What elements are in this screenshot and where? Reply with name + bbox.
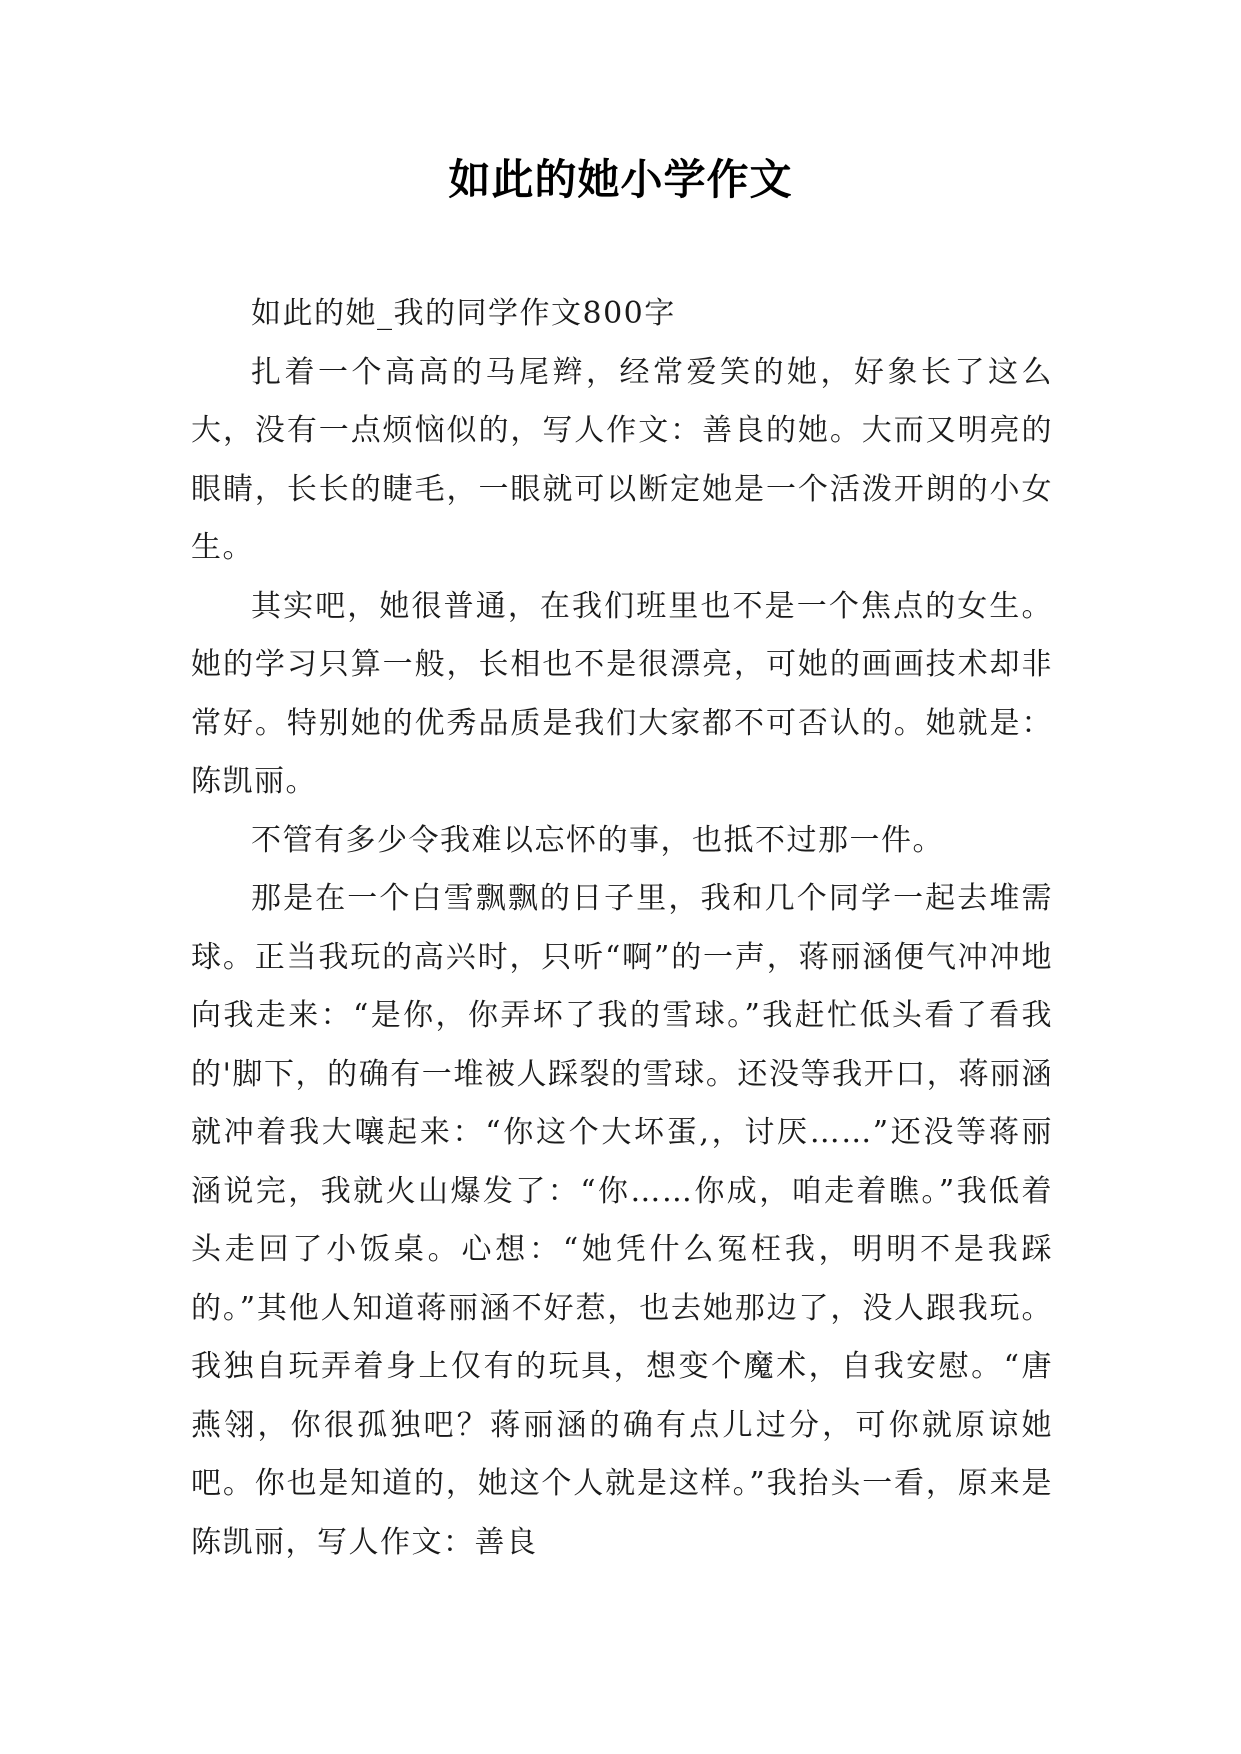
paragraph-2: 其实吧，她很普通，在我们班里也不是一个焦点的女生。她的学习只算一般，长相也不是很漂亮，可她的画画技术却非常好。特别她的优秀品质是我们大家都不可否认的。她就是：陈凯丽。 [191, 588, 1053, 799]
document-title: 如此的她小学作文 [448, 155, 793, 204]
paragraph-4: 那是在一个白雪飘飘的日子里，我和几个同学一起去堆需球。正当我玩的高兴时，只听“啊”的一声，蒋丽涵便气冲冲地向我走来：“是你，你弄坏了我的雪球。”我赶忙低头看了看我的'脚下，的确有一堆被人踩裂的雪球。还没等我开口，蒋丽涵就冲着我大嚷起来：“你这个大坏蛋,，讨厌……”还没等蒋丽涵说完，我就火山爆发了：“你……你成，咱走着瞧。”我低着头走回了小饭桌。心想：“她凭什么冤枉我，明明不是我踩的。”其他人知道蒋丽涵不好惹，也去她那边了，没人跟我玩。我独自玩弄着身上仅有的玩具，想变个魔术，自我安慰。“唐燕翎，你很孤独吧？蒋丽涵的确有点儿过分，可你就原谅她吧。你也是知道的，她这个人就是这样。”我抬头一看，原来是陈凯丽，写人作文：善良 [191, 881, 1053, 1560]
document-body [191, 285, 1053, 1572]
paragraph-subtitle: 如此的她_我的同学作文800字 [251, 296, 676, 331]
paragraph-1: 扎着一个高高的马尾辫，经常爱笑的她，好象长了这么大，没有一点烦恼似的，写人作文：善良的她。大而又明亮的眼睛，长长的睫毛，一眼就可以断定她是一个活泼开朗的小女生。 [191, 354, 1053, 565]
paragraph-3: 不管有多少令我难以忘怀的事，也抵不过那一件。 [251, 822, 944, 858]
